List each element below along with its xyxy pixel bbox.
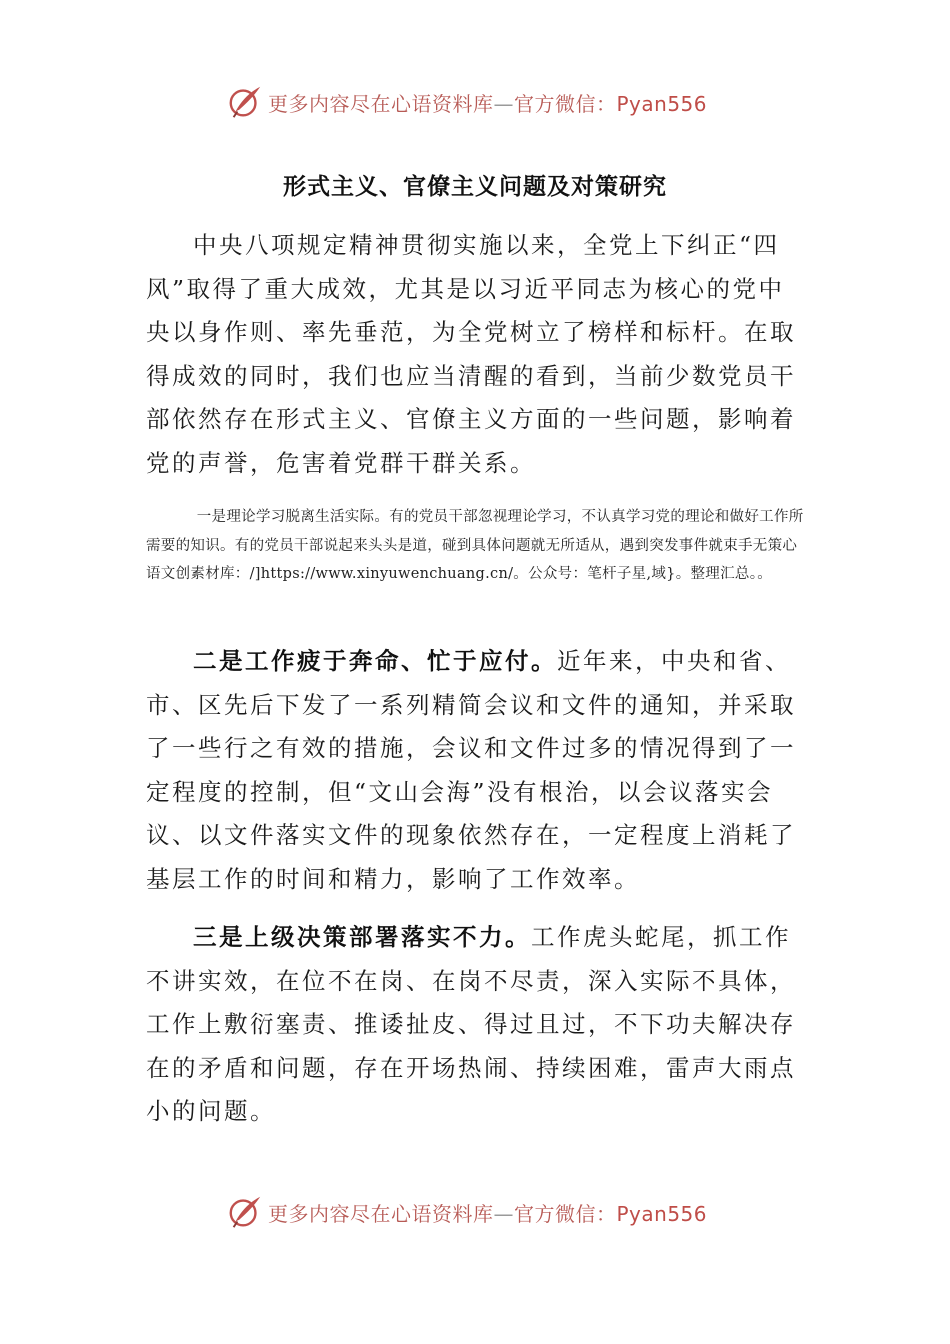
point-two-heading: 二是工作疲于奔命、忙于应付。 [193, 647, 557, 675]
paragraph-intro: 中央八项规定精神贯彻实施以来，全党上下纠正“四风”取得了重大成效，尤其是以习近平同志为核心的党中央以身作则、率先垂范，为全党树立了榜样和标杆。在取得成效的同时，我们也应当清醒的看到，当前少数党员干部依然存在形式主义、官僚主义方面的一些问题，影响着党的声誉，危害着党群干群关系。 [146, 231, 796, 477]
point-three-heading: 三是上级决策部署落实不力。 [193, 923, 531, 951]
paragraph-point-two [146, 640, 808, 901]
point-two-body: 近年来，中央和省、市、区先后下发了一系列精简会议和文件的通知，并采取了一些行之有效的措施，会议和文件过多的情况得到了一定程度的控制，但“文山会海”没有根治，以会议落实会议、以文件落实文件的现象依然存在，一定程度上消耗了基层工作的时间和精力，影响了工作效率。 [146, 647, 796, 893]
footer-watermark-banner [226, 1192, 746, 1232]
paragraph-point-one: 一是理论学习脱离生活实际。有的党员干部忽视理论学习，不认真学习党的理论和做好工作所需要的知识。有的党员干部说起来头头是道，碰到具体问题就无所适从，遇到突发事件就束手无策心语文创素材库：/]https://www.xinyuwenchuang.cn/。公众号：笔杆子星,域}。整理汇总。。 [146, 509, 804, 582]
banner-text: 更多内容尽在心语资料库—官方微信：Pyan556 [268, 91, 708, 116]
banner-text: 更多内容尽在心语资料库—官方微信：Pyan556 [268, 1201, 708, 1226]
header-watermark-banner [226, 82, 746, 122]
quill-pen-logo-icon [226, 83, 264, 121]
paragraph-point-three [146, 916, 808, 1134]
document-title: 形式主义、官僚主义问题及对策研究 [283, 174, 667, 200]
quill-pen-logo-icon [226, 1193, 264, 1231]
point-three-body: 工作虎头蛇尾，抓工作不讲实效，在位不在岗、在岗不尽责，深入实际不具体，工作上敷衍塞责、推诿扯皮、得过且过，不下功夫解决存在的矛盾和问题，存在开场热闹、持续困难，雷声大雨点小的问题。 [146, 923, 796, 1125]
